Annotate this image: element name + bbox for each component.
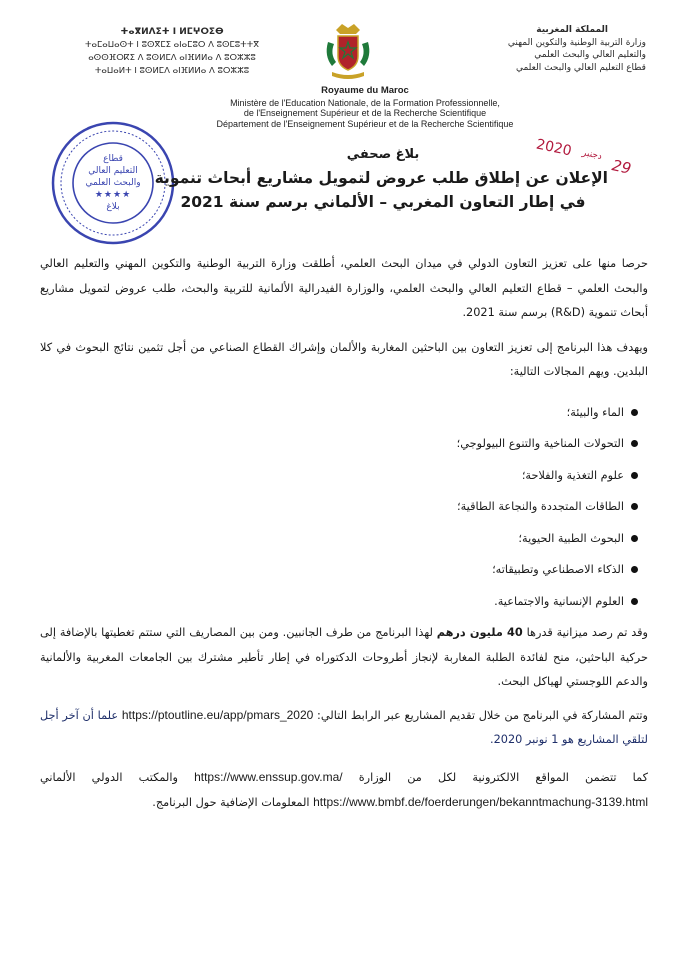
budget-amount: 40 مليون درهم xyxy=(436,626,523,639)
deadline-text: علما أن آخر أجل لتلقي المشاريع هو 1 نونبر 2020. xyxy=(40,708,648,746)
press-release-body xyxy=(40,252,648,816)
paragraph-websites xyxy=(40,765,648,816)
header-tifinagh-line: ⴰⵙⵙⴼⵔⴽⵉ ⴷ ⵓⵙⵍⵎⴷ ⴰⵏⴼⵍⵍⴰ ⴷ ⵓⵔⵣⵣⵓ xyxy=(88,53,256,63)
header-arabic-line: قطاع التعليم العالي والبحث العلمي xyxy=(515,62,646,73)
stamp-line: التعليم العالي xyxy=(88,166,138,176)
header-french-line: Ministère de l'Education Nationale, de la Formation Professionnelle, xyxy=(230,97,500,108)
header-tifinagh-line: ⵜⴰⵎⴰⵡⴰⵙⵜ ⵏ ⵓⵙⴳⵎⵉ ⴰⵏⴰⵎⵓⵔ ⴷ ⵓⵙⵎⵓⵜⵜⴳ xyxy=(84,40,260,50)
paragraph-objectives: ويهدف هذا البرنامج إلى تعزيز التعاون بين الباحثين المغاربة والألمان وإشراك القطاع الصناعي من أجل تثمين نتائج البحوث في كلا البلدين. ويهم المجالات التالية: xyxy=(40,340,648,378)
list-item: العلوم الإنسانية والاجتماعية. xyxy=(40,586,648,618)
date-year: 2020 xyxy=(534,136,573,160)
date-day: 29 xyxy=(610,156,633,178)
websites-text: والمكتب الدولي الألماني xyxy=(40,770,195,784)
coat-of-arms-icon xyxy=(322,22,374,80)
header-tifinagh xyxy=(52,26,292,78)
budget-text: وقد تم رصد ميزانية قدرها xyxy=(522,626,648,639)
title-kicker: بلاغ صحفي xyxy=(346,147,420,162)
stamp-stars: ★★★★ xyxy=(94,190,132,200)
paragraph-intro: حرصا منها على تعزيز التعاون الدولي في ميدان البحث العلمي، أطلقت وزارة التربية الوطنية والتكوين المهني والتعليم العالي والبحث العلمي – قطاع التعليم العالي والبحث العلمي، والوزارة الفيدرالية الألمانية للتربية والبحث، طلب عروض لتمويل مشاريع أبحاث تنموية (R&D) برسم سنة 2021. xyxy=(40,257,648,319)
header-french-line: de l'Enseignement Supérieur et de la Recherche Scientifique xyxy=(243,108,487,118)
stamp-line: بلاغ xyxy=(106,202,120,212)
fields-list xyxy=(40,397,648,618)
header-french xyxy=(200,86,530,129)
list-item: الماء والبيئة؛ xyxy=(40,397,648,429)
list-item: التحولات المناخية والتنوع البيولوجي؛ xyxy=(40,428,648,460)
paragraph-submission xyxy=(40,703,648,753)
list-item: علوم التغذية والفلاحة؛ xyxy=(40,460,648,492)
title-line-2: في إطار التعاون المغربي – الألماني برسم سنة 2021 xyxy=(180,193,586,211)
list-item: الطاقات المتجددة والنجاعة الطاقية؛ xyxy=(40,491,648,523)
header-french-line: Département de l'Enseignement Supérieur et de la Recherche Scientifique xyxy=(216,118,514,129)
stamp-line: والبحث العلمي xyxy=(85,178,141,188)
header-arabic xyxy=(396,24,646,74)
header-tifinagh-line: ⵜⴰⵡⴰⵍⵜ ⵏ ⵓⵙⵍⵎⴷ ⴰⵏⴼⵍⵍⴰ ⴷ ⵓⵔⵣⵣⵓ xyxy=(94,66,250,76)
submission-text: وتتم المشاركة في البرنامج من خلال تقديم المشاريع عبر الرابط التالي: xyxy=(313,708,648,722)
press-release-title xyxy=(154,146,608,214)
ministry-website-link[interactable]: https://www.enssup.gov.ma/ xyxy=(194,769,343,784)
date-month: دجنبر xyxy=(581,148,603,162)
list-item: البحوث الطبية الحيوية؛ xyxy=(40,523,648,555)
stamp-line: قطاع xyxy=(103,154,123,164)
websites-text: المعلومات الإضافية حول البرنامج. xyxy=(152,796,314,809)
header-arabic-line: والتعليم العالي والبحث العلمي xyxy=(534,50,646,60)
header-tifinagh-line: ⵜⴰⴳⵍⴷⵉⵜ ⵏ ⵍⵎⵖⵔⵉⴱ xyxy=(120,27,224,37)
submission-link[interactable]: https://ptoutline.eu/app/pmars_2020 xyxy=(121,707,314,722)
title-line-1: الإعلان عن إطلاق طلب عروض لتمويل مشاريع أبحاث تنموية xyxy=(154,169,608,187)
budget-text: لهذا البرنامج من طرف الجانبين. ومن بين المصاريف التي ستتم تغطيتها بالإضافة إلى حركية الباحثين، منح لفائدة الطلبة المغاربة لإنجاز أطروحات الدكتوراه في إطار تأطير مشترك بين الجامعات المغربية والألمانية والدعم اللوجستي لهياكل البحث. xyxy=(40,626,648,688)
header-french-line: Royaume du Maroc xyxy=(321,85,409,96)
websites-text: كما تتضمن المواقع الالكترونية لكل من الوزارة xyxy=(342,770,648,784)
paragraph-budget xyxy=(40,621,648,695)
list-item: الذكاء الاصطناعي وتطبيقاته؛ xyxy=(40,554,648,586)
bmbf-website-link[interactable]: https://www.bmbf.de/foerderungen/bekanntmachung-3139.html xyxy=(313,795,648,809)
header-arabic-line: المملكة المغربية xyxy=(536,25,608,35)
header-arabic-line: وزارة التربية الوطنية والتكوين المهني xyxy=(507,37,646,48)
